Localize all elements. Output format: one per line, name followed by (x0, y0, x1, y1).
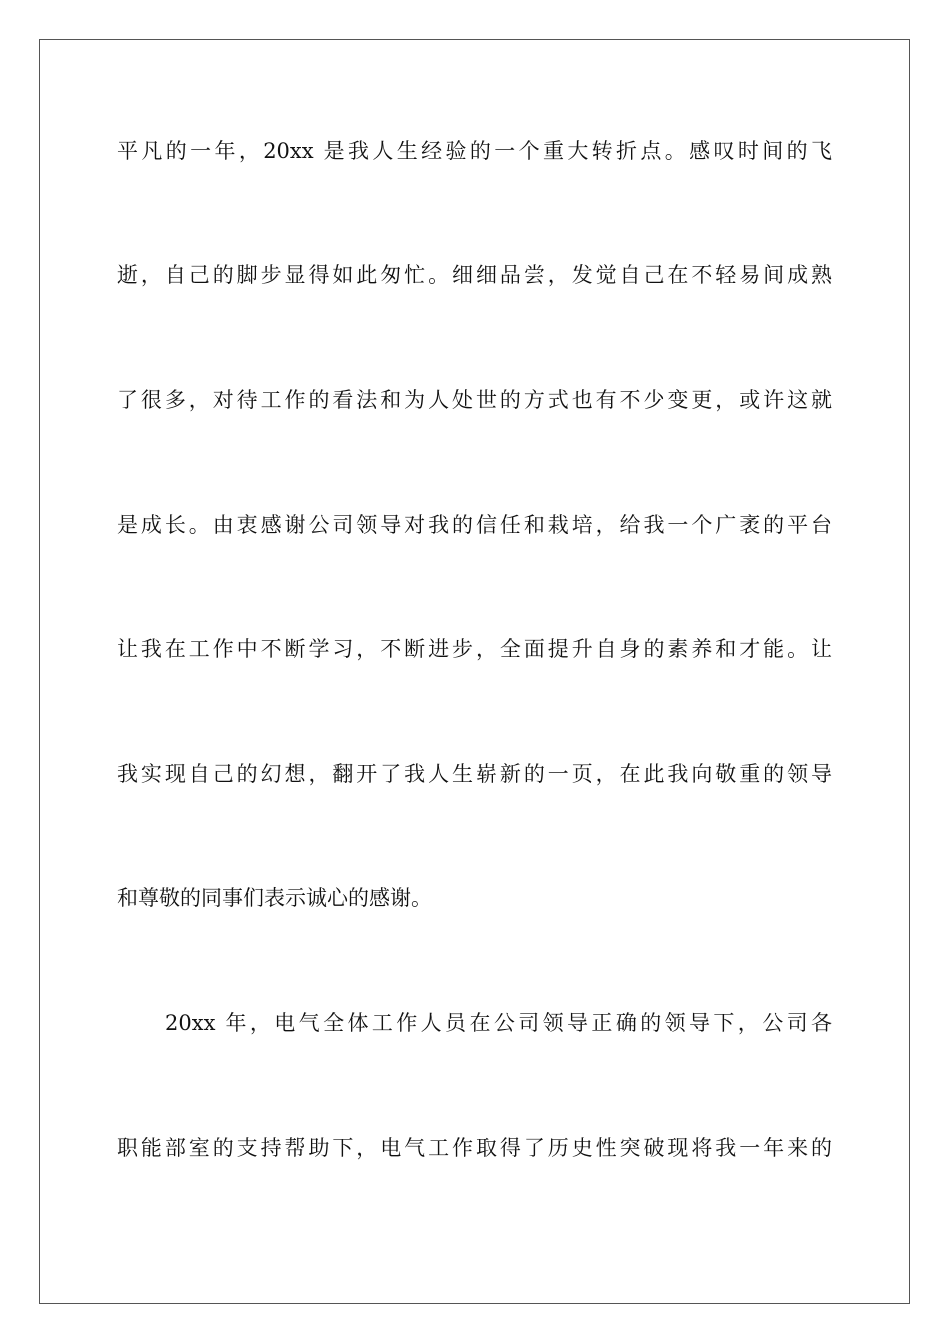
paragraph-line-9: 职能部室的支持帮助下，电气工作取得了历史性突破现将我一年来的 (117, 1136, 832, 1160)
paragraph-line-2: 逝，自己的脚步显得如此匆忙。细细品尝，发觉自己在不轻易间成熟 (117, 263, 832, 287)
page-frame (39, 39, 910, 1304)
paragraph-line-8: 20xx 年，电气全体工作人员在公司领导正确的领导下，公司各 (165, 1011, 832, 1035)
paragraph-line-4: 是成长。由衷感谢公司领导对我的信任和栽培，给我一个广袤的平台 (117, 513, 832, 537)
paragraph-line-5: 让我在工作中不断学习，不断进步，全面提升自身的素养和才能。让 (117, 637, 832, 661)
paragraph-line-6: 我实现自己的幻想，翻开了我人生崭新的一页，在此我向敬重的领导 (117, 762, 832, 786)
paragraph-line-3: 了很多，对待工作的看法和为人处世的方式也有不少变更，或许这就 (117, 388, 832, 412)
paragraph-line-7: 和尊敬的同事们表示诚心的感谢。 (117, 886, 432, 910)
paragraph-line-1: 平凡的一年，20xx 是我人生经验的一个重大转折点。感叹时间的飞 (117, 139, 832, 163)
